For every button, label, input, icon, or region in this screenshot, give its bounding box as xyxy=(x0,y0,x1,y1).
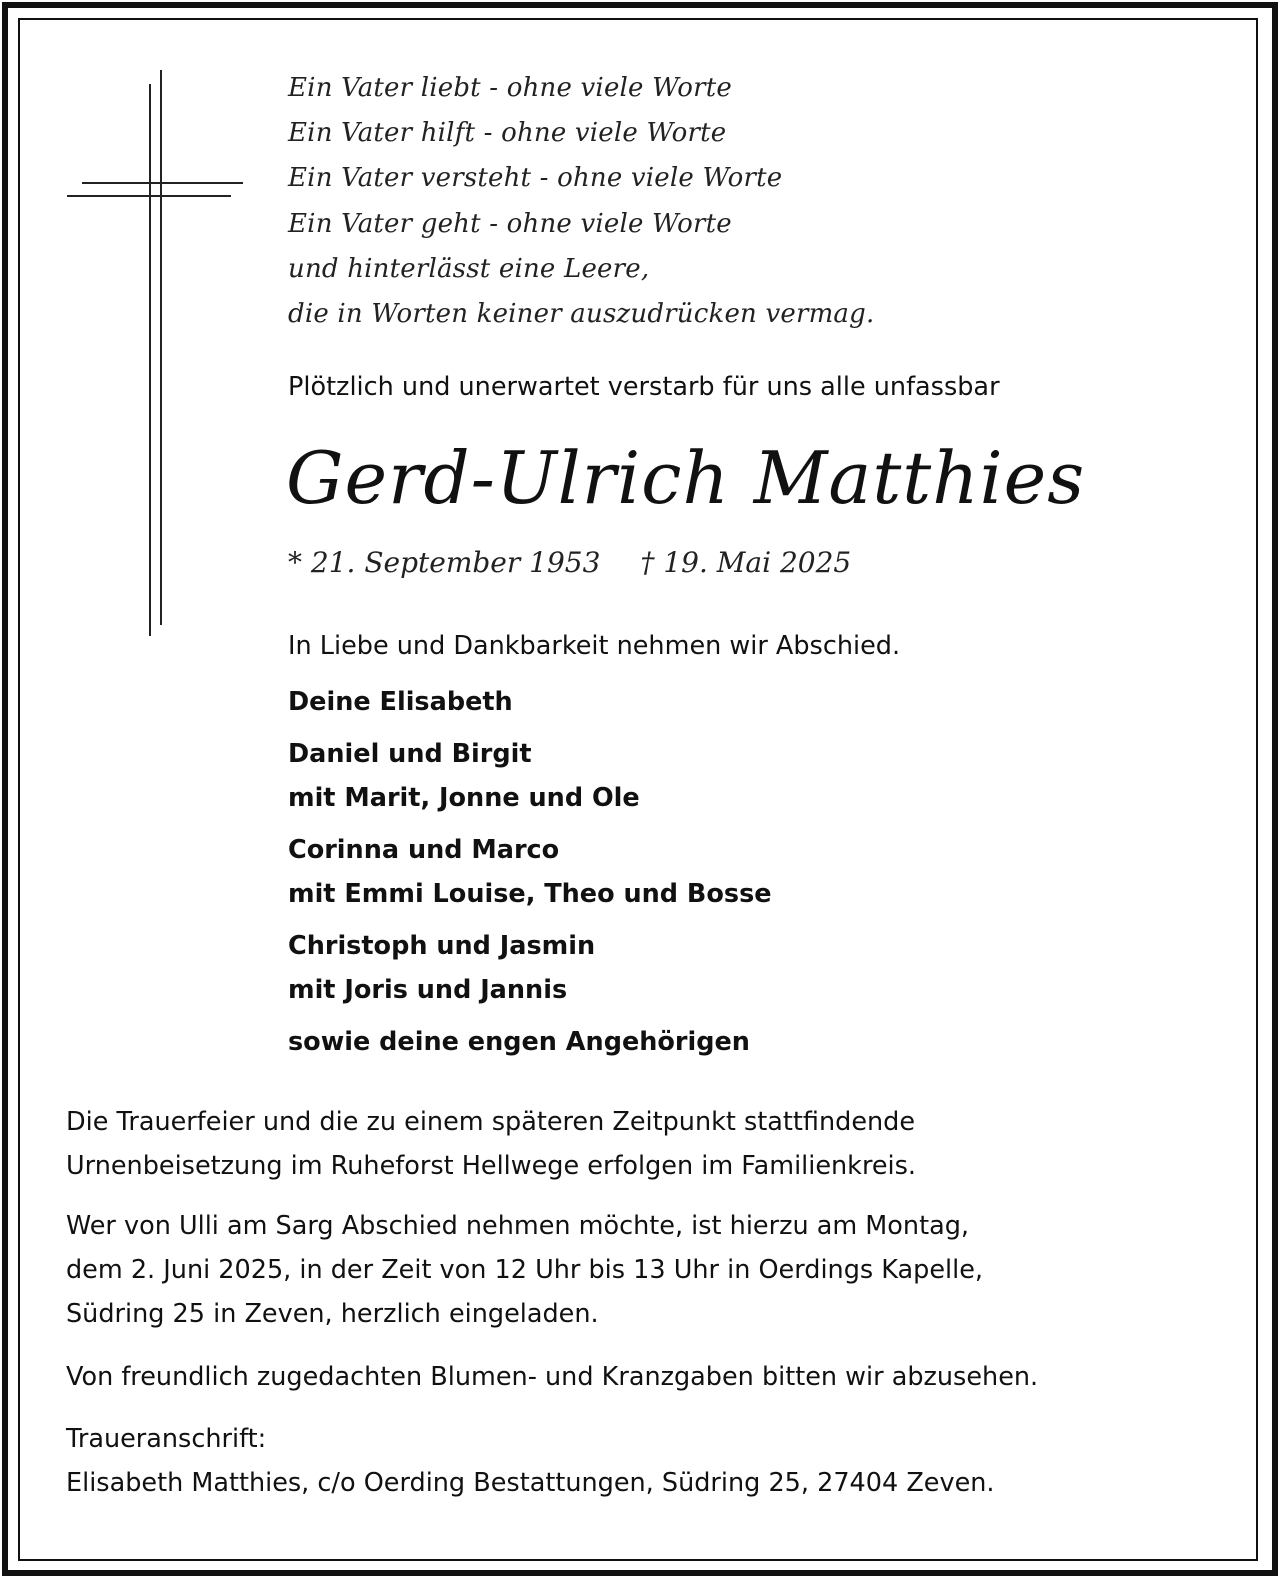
viewing-info-paragraph xyxy=(66,1204,983,1336)
death-date: † 19. Mai 2025 xyxy=(640,546,852,579)
poem-line: die in Worten keiner auszudrücken vermag. xyxy=(288,299,875,330)
mourner-group xyxy=(288,732,772,820)
mourners-list xyxy=(288,680,772,1072)
mourner-group xyxy=(288,828,772,916)
mourner-line: mit Emmi Louise, Theo und Bosse xyxy=(288,879,772,909)
poem-line: und hinterlässt eine Leere, xyxy=(288,253,650,284)
mourner-line: mit Marit, Jonne und Ole xyxy=(288,783,640,813)
paragraph-line: Die Trauerfeier und die zu einem späteren Zeitpunkt stattfindende xyxy=(66,1107,916,1137)
deceased-name: Gerd-Ulrich Matthies xyxy=(286,436,1086,520)
address-line: Elisabeth Matthies, c/o Oerding Bestattungen, Südring 25, 27404 Zeven. xyxy=(66,1468,995,1498)
birth-date: * 21. September 1953 xyxy=(288,546,601,579)
paragraph-line: Südring 25 in Zeven, herzlich eingeladen. xyxy=(66,1299,599,1329)
paragraph-line: Von freundlich zugedachten Blumen- und Kranzgaben bitten wir abzusehen. xyxy=(66,1362,1039,1392)
poem-line: Ein Vater versteht - ohne viele Worte xyxy=(288,163,783,194)
funeral-info-paragraph xyxy=(66,1100,916,1188)
mourner-line: mit Joris und Jannis xyxy=(288,975,568,1005)
poem xyxy=(288,66,874,337)
paragraph-line: dem 2. Juni 2025, in der Zeit von 12 Uhr bis 13 Uhr in Oerdings Kapelle, xyxy=(66,1255,984,1285)
mourner-line: sowie deine engen Angehörigen xyxy=(288,1027,750,1057)
mourner-line: Corinna und Marco xyxy=(288,835,560,865)
mourner-group xyxy=(288,680,772,724)
life-dates xyxy=(288,543,851,583)
mourner-line: Christoph und Jasmin xyxy=(288,931,596,961)
flowers-notice-paragraph xyxy=(66,1355,1038,1399)
poem-line: Ein Vater geht - ohne viele Worte xyxy=(288,208,732,239)
mourner-line: Daniel und Birgit xyxy=(288,739,532,769)
mourner-line: Deine Elisabeth xyxy=(288,687,513,717)
paragraph-line: Urnenbeisetzung im Ruheforst Hellwege erfolgen im Familienkreis. xyxy=(66,1151,917,1181)
poem-line: Ein Vater hilft - ohne viele Worte xyxy=(288,118,727,149)
mourner-group xyxy=(288,1020,772,1064)
paragraph-line: Wer von Ulli am Sarg Abschied nehmen möchte, ist hierzu am Montag, xyxy=(66,1211,969,1241)
intro-text: Plötzlich und unerwartet verstarb für uns alle unfassbar xyxy=(288,372,1000,402)
address-label: Traueranschrift: xyxy=(66,1424,267,1454)
farewell-text: In Liebe und Dankbarkeit nehmen wir Abschied. xyxy=(288,631,901,661)
mourner-group xyxy=(288,924,772,1012)
poem-line: Ein Vater liebt - ohne viele Worte xyxy=(288,73,732,103)
mourning-address-paragraph xyxy=(66,1417,995,1505)
